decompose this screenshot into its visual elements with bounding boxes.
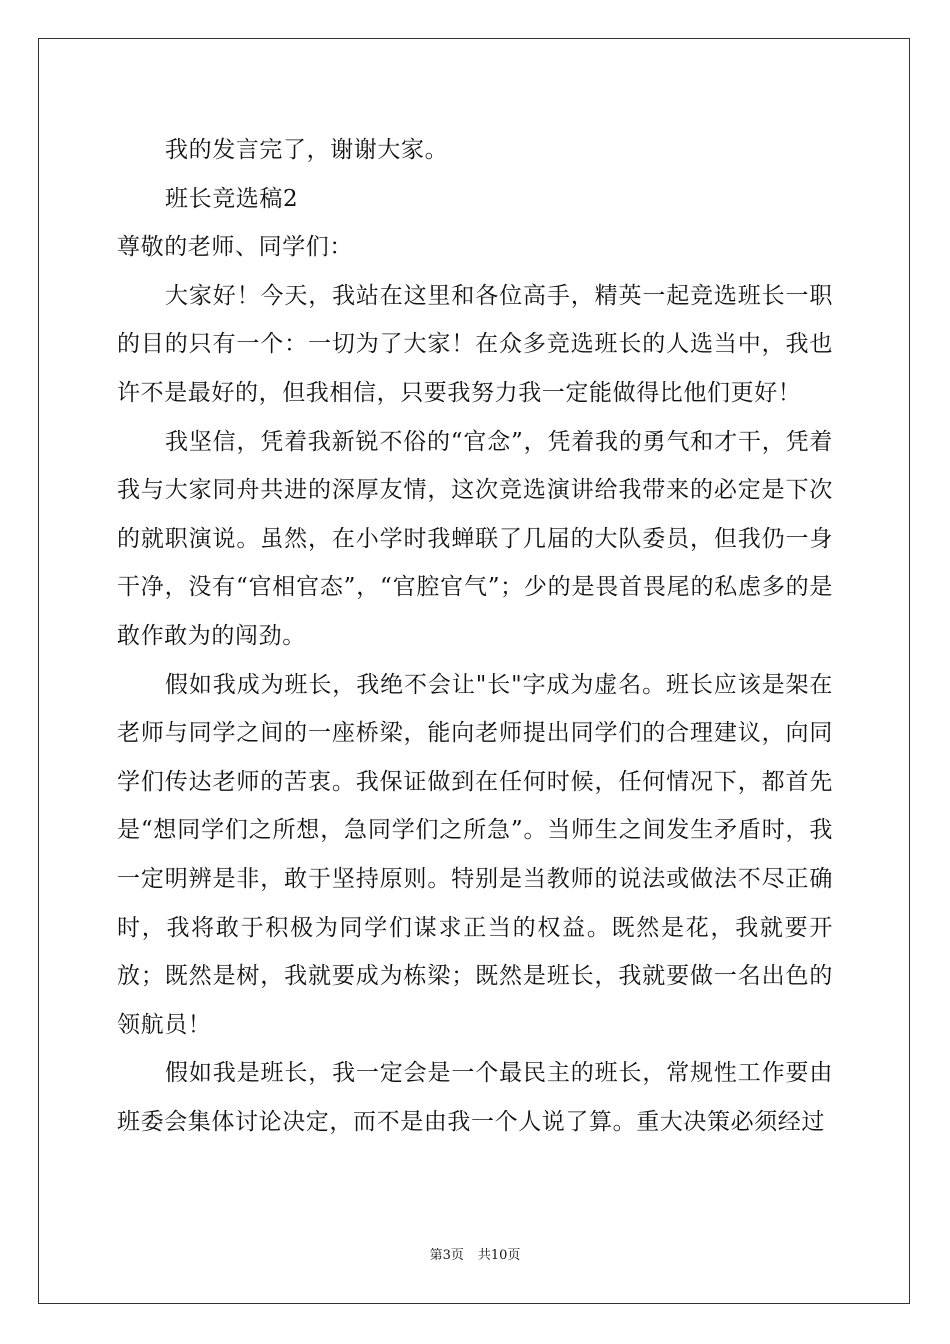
document-body (117, 126, 833, 1146)
page-footer (0, 1247, 950, 1265)
paragraph-democracy: 假如我是班长，我一定会是一个最民主的班长，常规性工作要由班委会集体讨论决定，而不是由我一个人说了算。重大决策必须经过 (117, 1060, 833, 1135)
paragraph-greeting: 大家好！今天，我站在这里和各位高手，精英一起竞选班长一职的目的只有一个：一切为了大家！在众多竞选班长的人选当中，我也许不是最好的，但我相信，只要我努力我一定能做得比他们更好！ (117, 282, 833, 406)
page-total: 共10页 (477, 1248, 521, 1263)
salutation: 尊敬的老师、同学们： (117, 234, 353, 261)
page-number: 第3页 (429, 1248, 464, 1263)
paragraph-closing: 我的发言完了，谢谢大家。 (165, 137, 449, 163)
section-heading: 班长竞选稿2 (165, 185, 299, 212)
paragraph-if-elected: 假如我成为班长，我绝不会让"长"字成为虚名。班长应该是架在老师与同学之间的一座桥梁，能向老师提出同学们的合理建议，向同学们传达老师的苦衷。我保证做到在任何时候，任何情况下，都首先是“想同学们之所想，急同学们之所急”。当师生之间发生矛盾时，我一定明辨是非，敢于坚持原则。特别是当教师的说法或做法不尽正确时，我将敢于积极为同学们谋求正当的权益。既然是花，我就要开放；既然是树，我就要成为栋梁；既然是班长，我就要做一名出色的领航员！ (117, 671, 833, 1038)
paragraph-belief: 我坚信，凭着我新锐不俗的“官念”，凭着我的勇气和才干，凭着我与大家同舟共进的深厚友情，这次竞选演讲给我带来的必定是下次的就职演说。虽然，在小学时我蝉联了几届的大队委员，但我仍一身干净，没有“官相官态”，“官腔官气”；少的是畏首畏尾的私虑多的是敢作敢为的闯劲。 (117, 428, 833, 649)
